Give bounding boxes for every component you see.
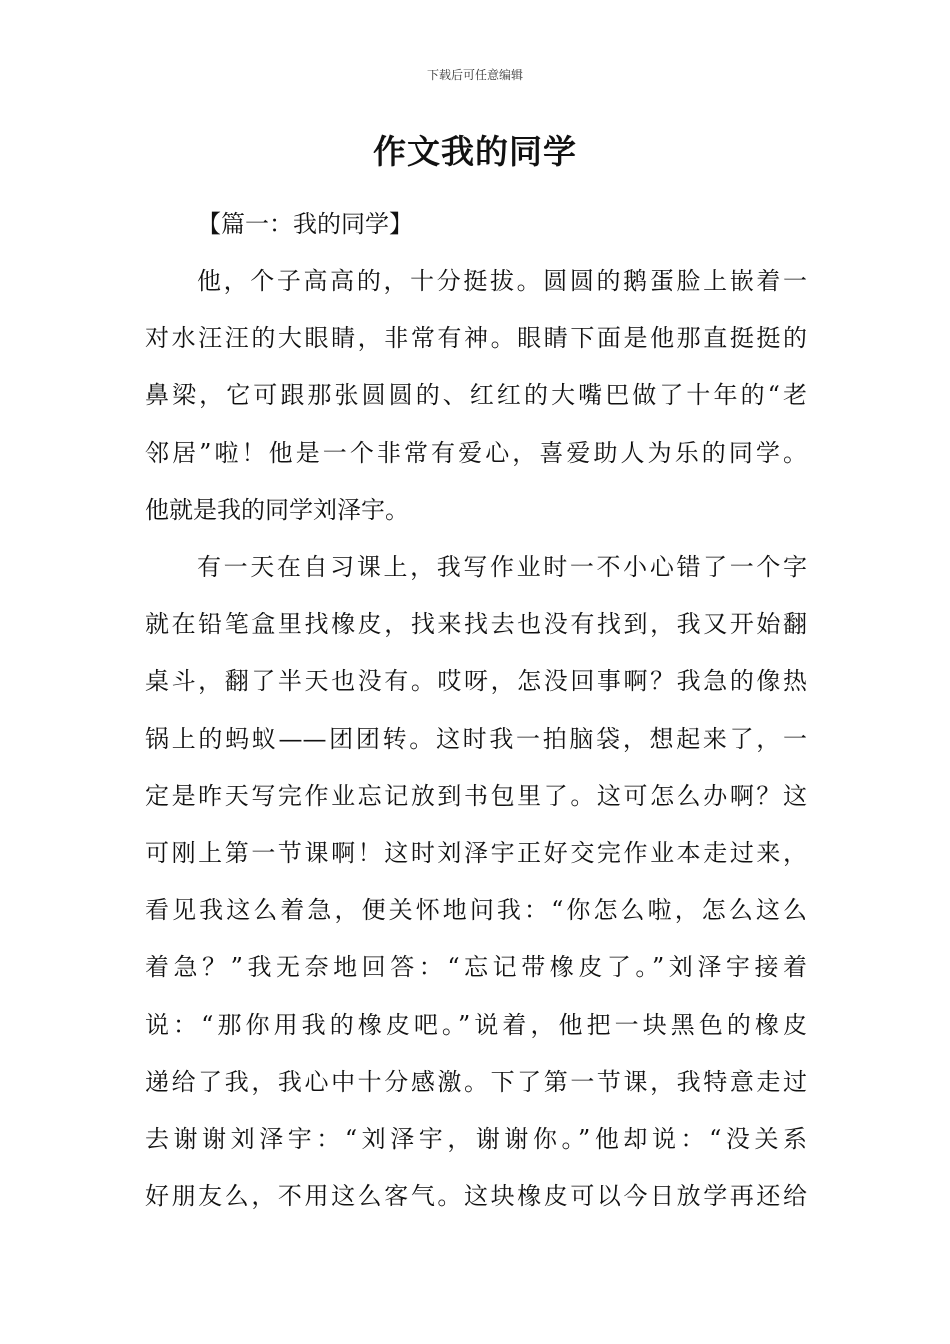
document-title: 作文我的同学 [373,132,577,171]
document-body [145,196,807,1225]
text-line: 可刚上第一节课啊！这时刘泽宇正好交完作业本走过来， [145,839,807,868]
text-line: 看见我这么着急，便关怀地问我：“你怎么啦，怎么这么 [145,896,807,925]
text-line: 着急？”我无奈地回答：“忘记带橡皮了。”刘泽宇接着 [145,953,807,982]
text-line: 邻居”啦！他是一个非常有爱心，喜爱助人为乐的同学。 [145,438,807,467]
section-heading: 【篇一：我的同学】 [197,210,413,238]
text-line: 鼻梁，它可跟那张圆圆的、红红的大嘴巴做了十年的“老 [145,381,807,410]
text-line: 就在铅笔盒里找橡皮，找来找去也没有找到，我又开始翻 [145,610,807,639]
text-line: 去谢谢刘泽宇：“刘泽宇，谢谢你。”他却说：“没关系 [145,1125,807,1154]
text-line: 有一天在自习课上，我写作业时一不小心错了一个字 [197,553,807,582]
text-line: 递给了我，我心中十分感激。下了第一节课，我特意走过 [145,1067,807,1096]
text-line: 桌斗，翻了半天也没有。哎呀，怎没回事啊？我急的像热 [145,667,807,696]
paragraph-2 [145,539,807,1225]
text-line: 对水汪汪的大眼睛，非常有神。眼睛下面是他那直挺挺的 [145,324,807,353]
text-line: 锅上的蚂蚁——团团转。这时我一拍脑袋，想起来了，一 [145,724,807,753]
text-line: 好朋友么，不用这么客气。这块橡皮可以今日放学再还给 [145,1182,807,1211]
text-line: 他就是我的同学刘泽宇。 [145,495,409,524]
header-note: 下载后可任意编辑 [426,68,523,82]
paragraph-1 [145,253,807,539]
text-line: 定是昨天写完作业忘记放到书包里了。这可怎么办啊？这 [145,781,807,810]
text-line: 说：“那你用我的橡皮吧。”说着，他把一块黑色的橡皮 [145,1010,807,1039]
text-line: 他，个子高高的，十分挺拔。圆圆的鹅蛋脸上嵌着一 [197,267,807,295]
